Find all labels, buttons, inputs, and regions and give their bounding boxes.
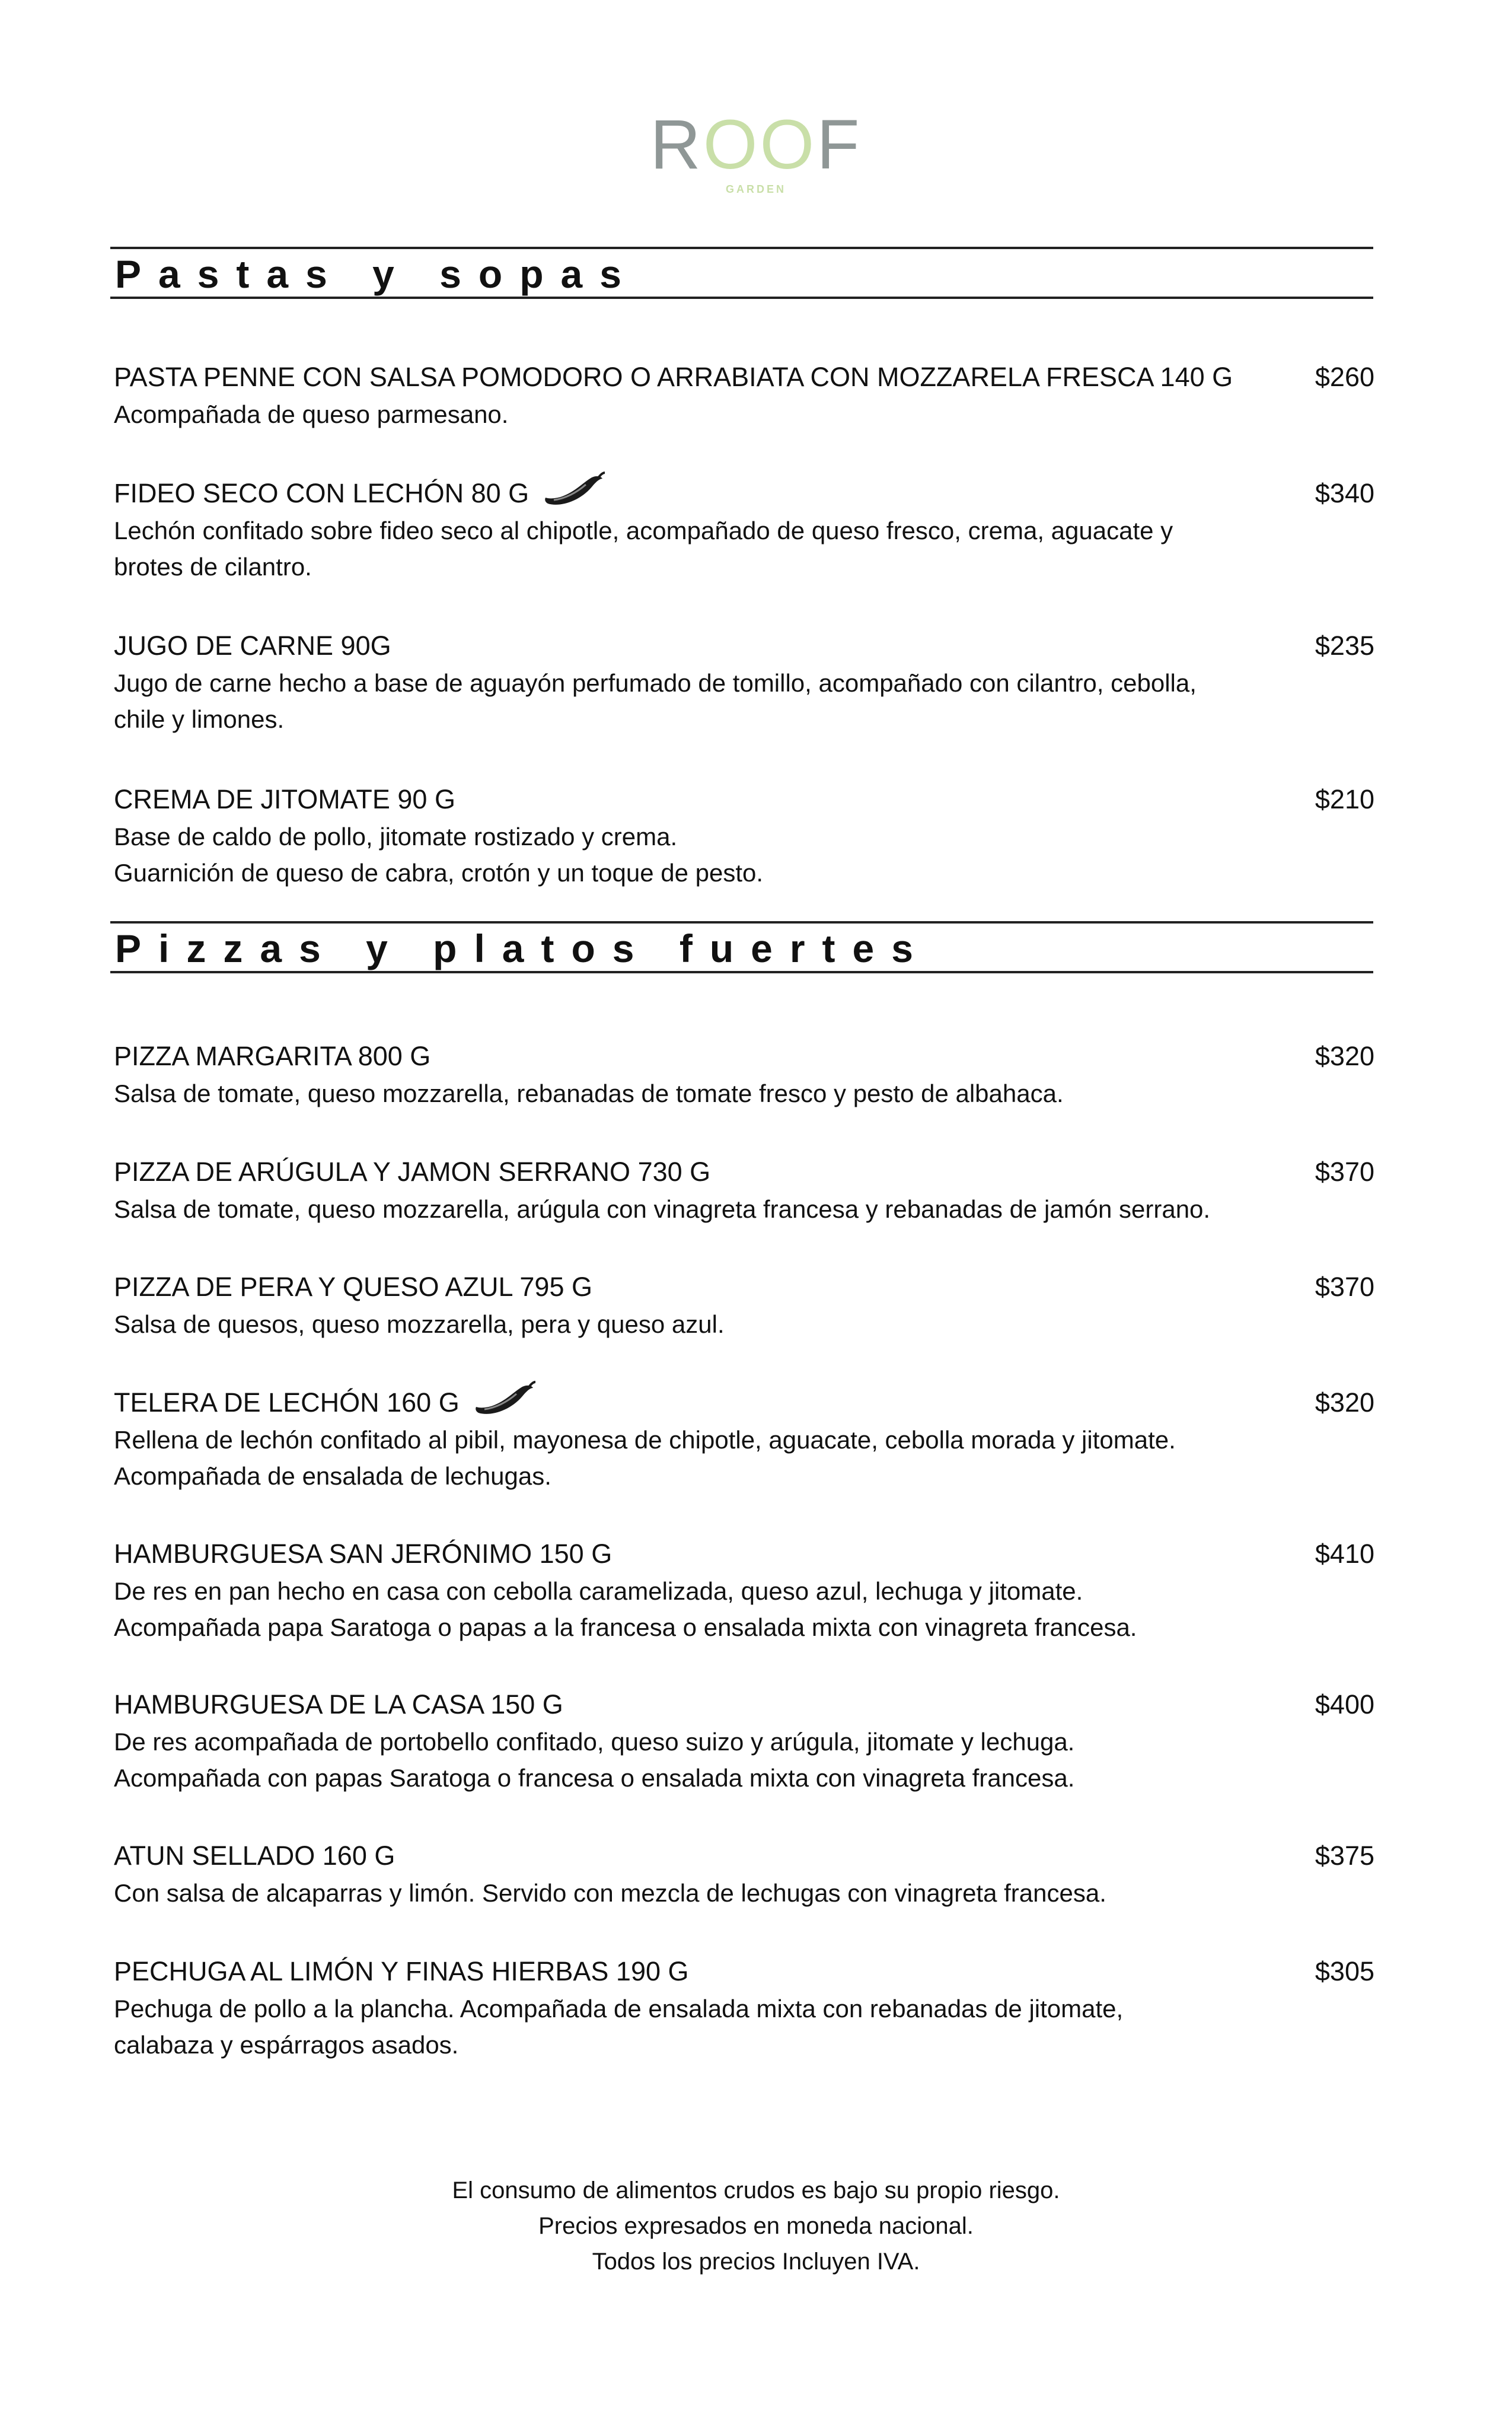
item-description: Pechuga de pollo a la plancha. Acompañada de ensalada mixta con rebanadas de jitomate, calabaza y espárragos asados. [114, 1995, 1124, 2059]
section-title: Pizzas y platos fuertes [115, 926, 930, 970]
menu-item [114, 1953, 1374, 2063]
item-price: $410 [1315, 1539, 1374, 1569]
menu-item [114, 475, 1374, 585]
menu-item [114, 1384, 1374, 1494]
item-name: FIDEO SECO CON LECHÓN 80 G [114, 475, 1374, 512]
item-price: $370 [1315, 1272, 1374, 1302]
item-description: Rellena de lechón confitado al pibil, mayonesa de chipotle, aguacate, cebolla morada y jitomate. Acompañada de ensalada de lechugas. [114, 1426, 1176, 1490]
item-description: Con salsa de alcaparras y limón. Servido con mezcla de lechugas con vinagreta francesa. [114, 1879, 1106, 1907]
menu-item [114, 358, 1374, 432]
item-description: Salsa de quesos, queso mozzarella, pera y queso azul. [114, 1310, 725, 1338]
item-name: PASTA PENNE CON SALSA POMODORO O ARRABIATA CON MOZZARELA FRESCA 140 G [114, 362, 1233, 392]
item-price: $340 [1315, 478, 1374, 508]
item-description: De res en pan hecho en casa con cebolla caramelizada, queso azul, lechuga y jitomate. Acompañada papa Saratoga o papas a la francesa o ensalada mixta con vinagreta francesa. [114, 1577, 1137, 1641]
footer-line: El consumo de alimentos crudos es bajo su propio riesgo. [452, 2177, 1060, 2203]
menu-item [114, 1535, 1374, 1645]
item-description: Acompañada de queso parmesano. [114, 400, 509, 428]
chili-pepper-icon [475, 1381, 537, 1418]
menu-item [114, 781, 1374, 891]
logo-subtitle: GARDEN [725, 183, 786, 195]
item-price: $260 [1315, 362, 1374, 392]
section-title: Pastas y sopas [115, 252, 639, 296]
item-name: ATUN SELLADO 160 G [114, 1840, 395, 1871]
item-price: $235 [1315, 630, 1374, 661]
item-price: $370 [1315, 1157, 1374, 1187]
item-name: PIZZA MARGARITA 800 G [114, 1041, 431, 1071]
item-description: Salsa de tomate, queso mozzarella, arúgula con vinagreta francesa y rebanadas de jamón serrano. [114, 1195, 1211, 1223]
item-description: Base de caldo de pollo, jitomate rostizado y crema. Guarnición de queso de cabra, crotón y un toque de pesto. [114, 823, 764, 887]
item-name: PIZZA DE ARÚGULA Y JAMON SERRANO 730 G [114, 1157, 711, 1187]
item-description: Jugo de carne hecho a base de aguayón perfumado de tomillo, acompañado con cilantro, cebolla, chile y limones. [114, 669, 1197, 733]
section-header-pizzas [110, 921, 1373, 973]
menu-item [114, 1268, 1374, 1342]
footer-notes [0, 2173, 1512, 2279]
item-price: $400 [1315, 1689, 1374, 1719]
item-name: PIZZA DE PERA Y QUESO AZUL 795 G [114, 1272, 592, 1302]
item-description: De res acompañada de portobello confitado, queso suizo y arúgula, jitomate y lechuga. Acompañada con papas Saratoga o francesa o ensalada mixta con vinagreta francesa. [114, 1728, 1075, 1792]
menu-item [114, 627, 1374, 737]
section-header-pastas [110, 247, 1373, 299]
logo [0, 106, 1512, 196]
item-name: PECHUGA AL LIMÓN Y FINAS HIERBAS 190 G [114, 1956, 689, 1986]
footer-line: Todos los precios Incluyen IVA. [592, 2249, 920, 2275]
menu-item [114, 1153, 1374, 1227]
item-name: HAMBURGUESA DE LA CASA 150 G [114, 1689, 563, 1719]
item-price: $305 [1315, 1956, 1374, 1986]
menu-item [114, 1837, 1374, 1911]
item-price: $320 [1315, 1041, 1374, 1071]
item-name: CREMA DE JITOMATE 90 G [114, 784, 455, 814]
item-price: $375 [1315, 1840, 1374, 1871]
menu-item [114, 1686, 1374, 1796]
item-description: Lechón confitado sobre fideo seco al chipotle, acompañado de queso fresco, crema, aguacate y brotes de cilantro. [114, 517, 1173, 581]
chili-pepper-icon [544, 472, 606, 508]
item-name: HAMBURGUESA SAN JERÓNIMO 150 G [114, 1539, 613, 1569]
item-price: $320 [1315, 1387, 1374, 1418]
item-name: JUGO DE CARNE 90G [114, 630, 391, 661]
logo-wordmark: ROOF [650, 106, 862, 184]
menu-item [114, 1037, 1374, 1112]
item-price: $210 [1315, 784, 1374, 814]
item-name: TELERA DE LECHÓN 160 G [114, 1384, 1374, 1422]
footer-line: Precios expresados en moneda nacional. [538, 2213, 974, 2239]
item-description: Salsa de tomate, queso mozzarella, rebanadas de tomate fresco y pesto de albahaca. [114, 1079, 1064, 1107]
